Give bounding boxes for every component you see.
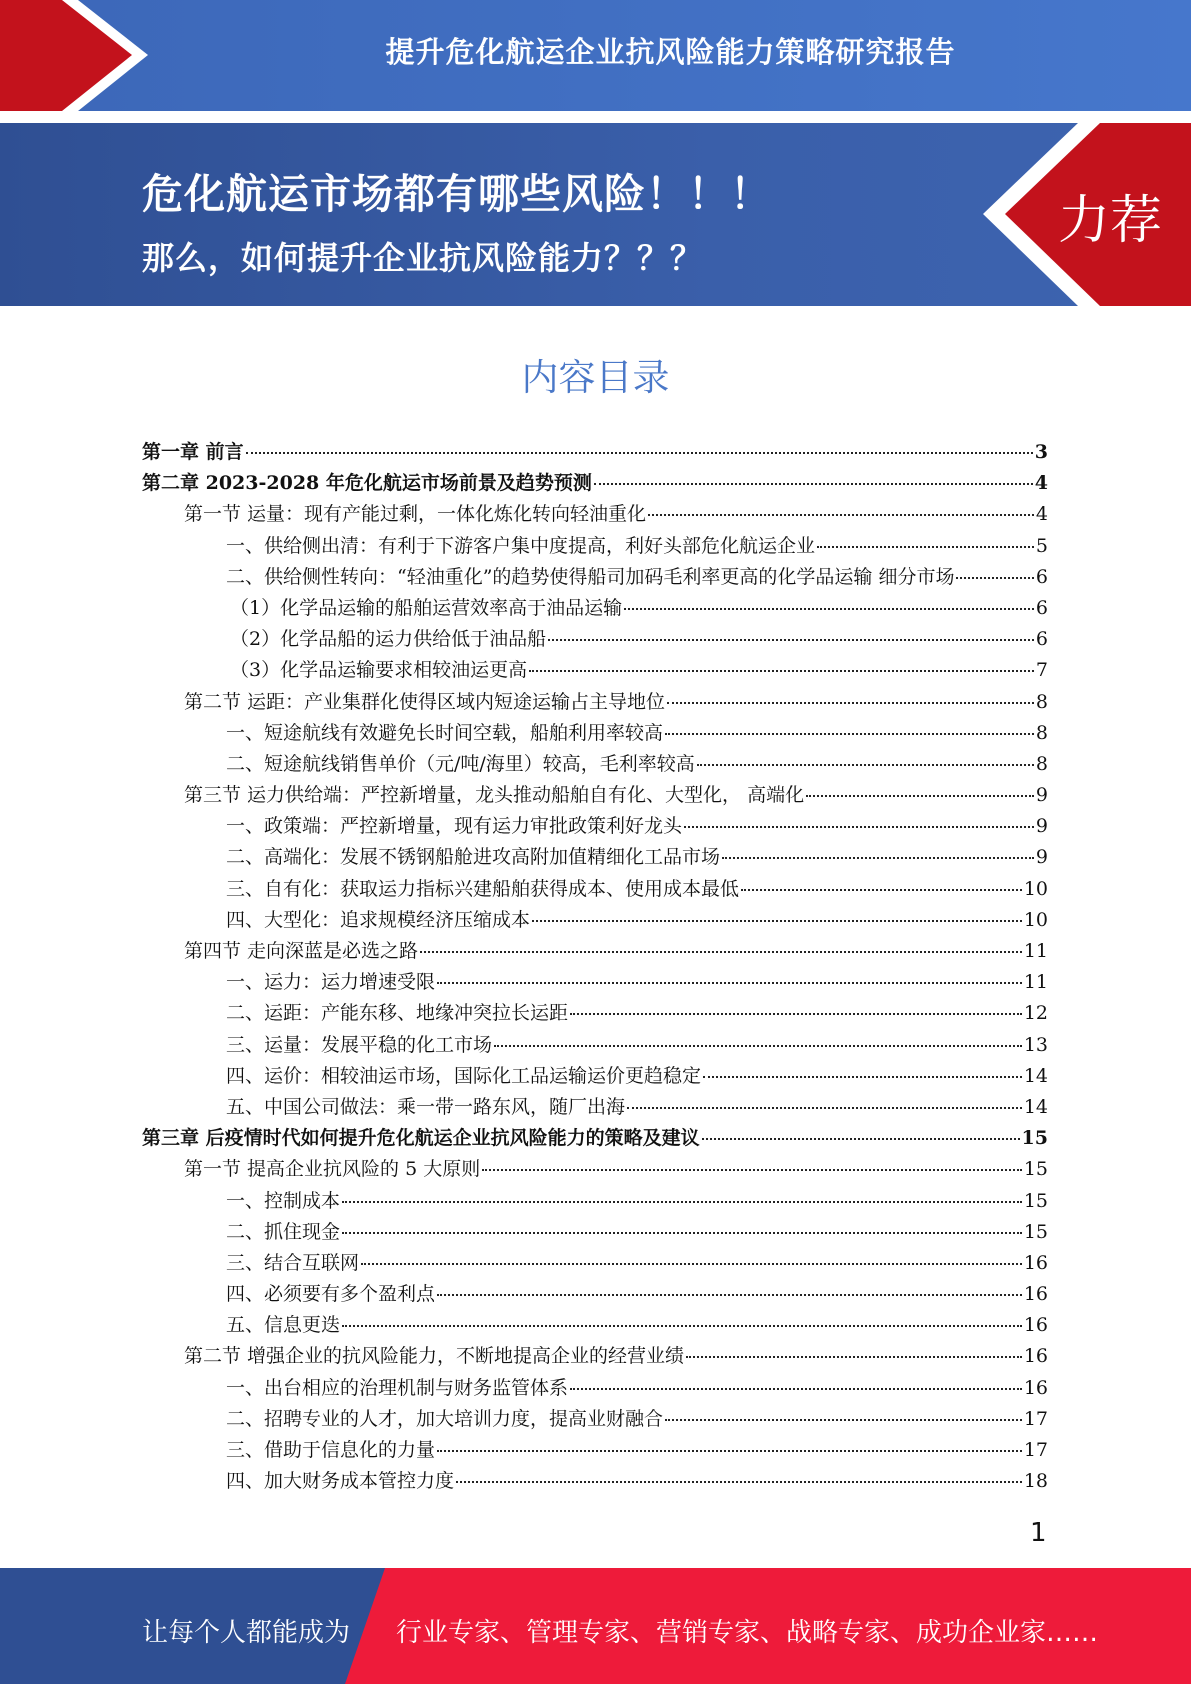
toc-entry[interactable] — [142, 749, 1048, 780]
toc-entry-title: 一、运力：运力增速受限 — [226, 971, 436, 994]
toc-entry-page: 16 — [1023, 1376, 1048, 1399]
toc-entry-title: 二、招聘专业的人才，加大培训力度，提高业财融合 — [226, 1407, 664, 1430]
toc-dot-leader — [594, 475, 1033, 485]
toc-entry-page: 18 — [1023, 1470, 1048, 1493]
toc-entry-title: 一、控制成本 — [226, 1189, 341, 1212]
toc-entry-title: 第一章 前言 — [142, 441, 244, 463]
toc-entry-title: 五、中国公司做法：乘一带一路东风，随厂出海 — [226, 1095, 626, 1118]
banner-headline: 危化航运市场都有哪些风险！！！ — [142, 170, 772, 218]
toc-entry-title: （2）化学品船的运力供给低于油品船 — [230, 628, 547, 651]
toc-entry[interactable] — [142, 437, 1048, 468]
toc-dot-leader — [684, 818, 1034, 828]
report-title: 提升危化航运企业抗风险能力策略研究报告 — [385, 35, 956, 69]
toc-entry-title: 三、结合互联网 — [226, 1251, 360, 1274]
toc-dot-leader — [665, 725, 1034, 735]
toc-entry[interactable] — [142, 499, 1048, 530]
toc-dot-leader — [361, 1255, 1022, 1265]
toc-entry[interactable] — [142, 531, 1048, 562]
toc-entry-page: 10 — [1023, 908, 1048, 931]
toc-entry[interactable] — [142, 687, 1048, 718]
toc-entry-page: 12 — [1023, 1002, 1048, 1025]
toc-entry[interactable] — [142, 1404, 1048, 1435]
toc-dot-leader — [648, 506, 1034, 516]
banner — [0, 123, 1191, 306]
footer-banner — [0, 1568, 1191, 1684]
toc-entry-title: 三、借助于信息化的力量 — [226, 1439, 436, 1461]
toc-dot-leader — [420, 943, 1022, 953]
toc-entry-page: 16 — [1023, 1251, 1048, 1274]
toc-entry[interactable] — [142, 1217, 1048, 1248]
toc-dot-leader — [817, 538, 1034, 548]
toc-dot-leader — [665, 1411, 1022, 1421]
toc-entry-title: 五、信息更迭 — [226, 1314, 341, 1337]
toc-entry[interactable] — [142, 1061, 1048, 1092]
toc-dot-leader — [246, 444, 1033, 454]
toc-dot-leader — [703, 1068, 1022, 1078]
toc-dot-leader — [702, 1130, 1020, 1140]
toc-dot-leader — [494, 1037, 1022, 1047]
toc-entry[interactable] — [142, 1154, 1048, 1185]
toc-entry-title: 第一节 提高企业抗风险的 5 大原则 — [184, 1158, 481, 1181]
toc-dot-leader — [437, 974, 1022, 984]
toc-entry-title: 四、运价：相较油运市场，国际化工品运输运价更趋稳定 — [226, 1064, 702, 1087]
toc-dot-leader — [741, 881, 1022, 891]
toc-entry-page: 15 — [1023, 1220, 1048, 1243]
toc-entry-title: 一、出台相应的治理机制与财务监管体系 — [226, 1376, 569, 1399]
toc-entry-title: 第二节 运距：产业集群化使得区域内短途运输占主导地位 — [184, 690, 666, 713]
recommend-badge: 力荐 — [1058, 191, 1163, 251]
toc-entry-page: 5 — [1035, 534, 1048, 557]
toc-entry-page: 6 — [1035, 565, 1048, 588]
toc-dot-leader — [627, 1099, 1022, 1109]
toc-dot-leader — [570, 1005, 1022, 1015]
toc-entry-title: 第一节 运量：现有产能过剩，一体化炼化转向轻油重化 — [184, 503, 647, 526]
toc-entry-page: 11 — [1023, 971, 1048, 994]
toc-entry-page: 9 — [1035, 815, 1048, 838]
toc-entry[interactable] — [142, 1092, 1048, 1123]
toc-dot-leader — [570, 1380, 1022, 1390]
toc-entry-page: 7 — [1035, 659, 1048, 682]
toc-entry[interactable] — [142, 1435, 1048, 1466]
toc-entry[interactable] — [142, 1310, 1048, 1341]
toc-entry-title: 四、必须要有多个盈利点 — [226, 1283, 436, 1306]
toc-entry-page: 16 — [1023, 1345, 1048, 1368]
toc-entry[interactable] — [142, 780, 1048, 811]
toc-entry[interactable] — [142, 468, 1048, 499]
toc-dot-leader — [667, 694, 1034, 704]
toc-entry-title: 四、大型化：追求规模经济压缩成本 — [226, 908, 531, 931]
header-arrow-decoration — [0, 0, 160, 111]
toc-entry-page: 15 — [1021, 1127, 1048, 1150]
toc-dot-leader — [532, 912, 1022, 922]
toc-entry-title: 二、供给侧性转向：“轻油重化”的趋势使得船司加码毛利率更高的化学品运输 细分市场 — [226, 565, 955, 588]
toc-dot-leader — [342, 1224, 1022, 1234]
toc-entry-page: 9 — [1035, 846, 1048, 869]
toc-dot-leader — [806, 787, 1034, 797]
toc-entry-title: 第三节 运力供给端：严控新增量，龙头推动船舶自有化、大型化， 高端化 — [184, 784, 805, 807]
toc-dot-leader — [342, 1317, 1022, 1327]
toc-dot-leader — [624, 600, 1034, 610]
toc-entry-page: 10 — [1023, 877, 1048, 900]
toc-entry[interactable] — [142, 1373, 1048, 1404]
toc-entry-page: 15 — [1023, 1189, 1048, 1212]
toc-entry-page: 17 — [1023, 1407, 1048, 1430]
toc-entry[interactable] — [142, 842, 1048, 873]
toc-entry[interactable] — [142, 562, 1048, 593]
toc-entry-page: 8 — [1035, 690, 1048, 713]
toc-entry[interactable] — [142, 967, 1048, 998]
toc-entry-page: 8 — [1035, 721, 1048, 744]
toc-entry-page: 16 — [1023, 1314, 1048, 1337]
toc-entry[interactable] — [142, 1341, 1048, 1372]
toc-entry-page: 6 — [1035, 596, 1048, 619]
toc-entry-page: 8 — [1035, 752, 1048, 775]
toc-entry-page: 14 — [1023, 1064, 1048, 1087]
toc-entry[interactable] — [142, 1279, 1048, 1310]
toc-entry-title: 第四节 走向深蓝是必选之路 — [184, 940, 419, 962]
toc-entry[interactable] — [142, 936, 1048, 967]
toc-entry-page: 6 — [1035, 628, 1048, 651]
toc-dot-leader — [529, 662, 1034, 672]
toc-dot-leader — [342, 1193, 1022, 1203]
toc-entry-page: 13 — [1023, 1033, 1048, 1056]
toc-entry-title: 一、供给侧出清：有利于下游客户集中度提高，利好头部危化航运企业 — [226, 534, 816, 557]
toc-entry-page: 9 — [1035, 784, 1048, 807]
toc-entry-page: 16 — [1023, 1283, 1048, 1306]
toc-entry-title: （3）化学品运输要求相较油运更高 — [230, 659, 528, 682]
toc-entry[interactable] — [142, 655, 1048, 686]
toc-entry[interactable] — [142, 1186, 1048, 1217]
banner-subheadline: 那么，如何提升企业抗风险能力？？？ — [142, 239, 704, 277]
toc-entry-page: 11 — [1023, 940, 1048, 962]
toc-entry-title: 二、运距：产能东移、地缘冲突拉长运距 — [226, 1002, 569, 1025]
toc-entry-title: 二、短途航线销售单价（元/吨/海里）较高，毛利率较高 — [226, 752, 695, 775]
toc-entry[interactable] — [142, 1123, 1048, 1154]
toc-dot-leader — [548, 631, 1034, 641]
toc-entry-page: 4 — [1035, 503, 1048, 526]
toc-entry[interactable] — [142, 998, 1048, 1029]
toc-dot-leader — [482, 1161, 1022, 1171]
toc-entry[interactable] — [142, 874, 1048, 905]
footer-slogan-right: 行业专家、管理专家、营销专家、战略专家、成功企业家…… — [396, 1618, 1099, 1648]
toc-entry[interactable] — [142, 1466, 1048, 1497]
toc-entry-title: 一、短途航线有效避免长时间空载，船舶利用率较高 — [226, 721, 664, 744]
toc-entry-title: 第二节 增强企业的抗风险能力，不断地提高企业的经营业绩 — [184, 1345, 685, 1368]
toc-entry-title: （1）化学品运输的船舶运营效率高于油品运输 — [230, 596, 623, 619]
toc-entry[interactable] — [142, 811, 1048, 842]
toc-entry-title: 第二章 2023-2028 年危化航运市场前景及趋势预测 — [142, 472, 592, 495]
toc-entry-title: 四、加大财务成本管控力度 — [226, 1470, 455, 1493]
toc-entry-title: 一、政策端：严控新增量，现有运力审批政策利好龙头 — [226, 815, 683, 838]
toc-dot-leader — [697, 756, 1034, 766]
toc-entry-title: 第三章 后疫情时代如何提升危化航运企业抗风险能力的策略及建议 — [142, 1127, 700, 1150]
toc-entry-page: 14 — [1023, 1095, 1048, 1118]
toc-entry-title: 三、自有化：获取运力指标兴建船舶获得成本、使用成本最低 — [226, 877, 740, 900]
toc-dot-leader — [437, 1442, 1022, 1452]
toc-entry-page: 15 — [1023, 1158, 1048, 1181]
footer-slogan-left: 让每个人都能成为 — [142, 1618, 351, 1648]
toc-entry[interactable] — [142, 1030, 1048, 1061]
toc-dot-leader — [722, 849, 1034, 859]
page-number: 1 — [1030, 1518, 1047, 1548]
toc-dot-leader — [686, 1348, 1022, 1358]
toc-entry[interactable] — [142, 718, 1048, 749]
toc-entry-page: 3 — [1034, 441, 1048, 463]
toc-entry-title: 二、高端化：发展不锈钢船舱进攻高附加值精细化工品市场 — [226, 846, 721, 869]
report-header-strip — [0, 0, 1191, 111]
toc-entry[interactable] — [142, 624, 1048, 655]
toc-entry[interactable] — [142, 905, 1048, 936]
toc-entry-page: 17 — [1023, 1439, 1048, 1461]
toc-entry[interactable] — [142, 593, 1048, 624]
toc-entry-page: 4 — [1034, 472, 1048, 495]
toc-dot-leader — [956, 569, 1033, 579]
toc-entry-title: 二、抓住现金 — [226, 1220, 341, 1243]
toc-entry[interactable] — [142, 1248, 1048, 1279]
toc-dot-leader — [437, 1286, 1022, 1296]
toc-heading: 内容目录 — [521, 356, 670, 399]
toc-dot-leader — [456, 1473, 1022, 1483]
toc-entry-title: 三、运量：发展平稳的化工市场 — [226, 1033, 493, 1056]
table-of-contents — [142, 437, 1048, 1497]
